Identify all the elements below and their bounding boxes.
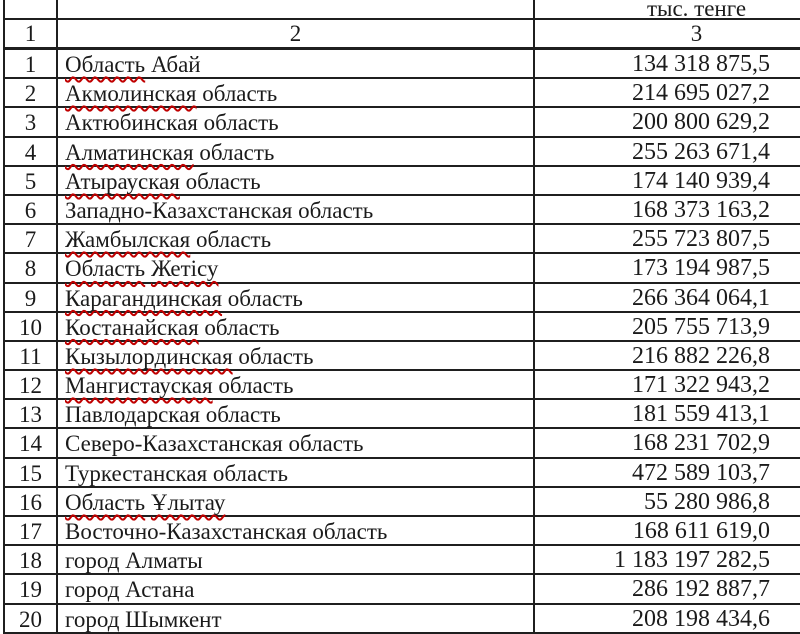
value-cell: 214 695 027,2	[535, 79, 800, 108]
word: Астана	[125, 577, 195, 603]
value-cell: 181 559 413,1	[535, 400, 800, 429]
word: область	[202, 81, 278, 107]
word: город	[65, 577, 120, 603]
row-number-cell: 18	[3, 546, 58, 575]
row-number-cell: 8	[3, 254, 58, 283]
word: область	[298, 197, 374, 223]
row-number-cell: 17	[3, 517, 58, 546]
value-cell: 286 192 887,7	[535, 575, 800, 604]
value-cell: 1 183 197 282,5	[535, 546, 800, 575]
region-name-cell	[58, 138, 535, 167]
region-name-cell	[58, 284, 535, 313]
row-number-cell: 3	[3, 108, 58, 137]
value-cell: 171 322 943,2	[535, 371, 800, 400]
region-name-cell	[58, 429, 535, 458]
region-name-cell	[58, 108, 535, 137]
value-cell: 205 755 713,9	[535, 313, 800, 342]
word: Павлодарская	[65, 402, 200, 428]
value-cell: 55 280 986,8	[535, 488, 800, 517]
word: Туркестанская	[65, 460, 208, 486]
value-cell: 168 611 619,0	[535, 517, 800, 546]
regions-table	[3, 0, 800, 634]
misspelled-word: Жамбылская	[65, 227, 191, 253]
word: Алматы	[125, 548, 203, 574]
word: область	[238, 343, 314, 369]
misspelled-word: Мангистауская	[65, 373, 213, 399]
value-cell: 266 364 064,1	[535, 284, 800, 313]
word: область	[205, 402, 281, 428]
region-name-cell	[58, 79, 535, 108]
misspelled-word: Жетісу	[150, 256, 219, 282]
word: область	[185, 168, 261, 194]
row-number-cell: 10	[3, 313, 58, 342]
word: Северо-Казахстанская	[65, 431, 283, 457]
misspelled-word: Костанайская	[65, 314, 199, 340]
misspelled-word: Кызылординская	[65, 343, 233, 369]
column-number-1: 1	[3, 20, 58, 50]
units-row-number-cell	[3, 0, 58, 20]
word: город	[65, 548, 120, 574]
region-name-cell	[58, 575, 535, 604]
value-cell: 168 231 702,9	[535, 429, 800, 458]
word: область	[288, 431, 364, 457]
region-name-cell	[58, 313, 535, 342]
misspelled-word: Ұлытау	[150, 489, 226, 515]
value-cell: 174 140 939,4	[535, 167, 800, 196]
word: Западно-Казахстанская	[65, 197, 293, 223]
word: область	[204, 314, 280, 340]
units-label	[535, 0, 800, 20]
row-number-cell: 7	[3, 225, 58, 254]
row-number-cell: 13	[3, 400, 58, 429]
misspelled-word: Область	[65, 52, 146, 77]
value-cell: 255 263 671,4	[535, 138, 800, 167]
units-label-text: тыс. тенге	[646, 0, 747, 21]
misspelled-word: Акмолинская	[65, 81, 197, 107]
word: Актюбинская	[65, 110, 198, 136]
misspelled-word: Карагандинская	[65, 285, 223, 311]
row-number-cell: 1	[3, 50, 58, 79]
row-number-cell: 6	[3, 196, 58, 225]
region-name-cell	[58, 50, 535, 79]
word: область	[199, 139, 275, 165]
value-cell: 472 589 103,7	[535, 459, 800, 488]
region-name-cell	[58, 459, 535, 488]
column-number-3: 3	[535, 20, 800, 50]
region-name-cell	[58, 167, 535, 196]
value-cell: 173 194 987,5	[535, 254, 800, 283]
value-cell: 216 882 226,8	[535, 342, 800, 371]
misspelled-word: Атырауская	[65, 168, 180, 194]
region-name-cell	[58, 546, 535, 575]
region-name-cell	[58, 517, 535, 546]
row-number-cell: 16	[3, 488, 58, 517]
word: область	[212, 460, 288, 486]
misspelled-word: Алматинская	[65, 139, 194, 165]
units-row-name-cell	[58, 0, 535, 20]
word: область	[312, 519, 388, 544]
word: область	[227, 285, 303, 311]
row-number-cell: 9	[3, 284, 58, 313]
row-number-cell: 19	[3, 575, 58, 604]
region-name-cell	[58, 371, 535, 400]
region-name-cell	[58, 254, 535, 283]
row-number-cell: 2	[3, 79, 58, 108]
word: область	[196, 227, 272, 253]
region-name-cell	[58, 605, 535, 634]
region-name-cell	[58, 342, 535, 371]
row-number-cell: 4	[3, 138, 58, 167]
region-name-cell	[58, 196, 535, 225]
word: область	[218, 373, 294, 399]
word: Шымкент	[125, 606, 222, 632]
word: город	[65, 606, 120, 632]
row-number-cell: 5	[3, 167, 58, 196]
value-cell: 208 198 434,6	[535, 605, 800, 634]
value-cell: 255 723 807,5	[535, 225, 800, 254]
value-cell: 200 800 629,2	[535, 108, 800, 137]
region-name-cell	[58, 488, 535, 517]
region-name-cell	[58, 225, 535, 254]
region-name-cell	[58, 400, 535, 429]
row-number-cell: 12	[3, 371, 58, 400]
word: Восточно-Казахстанская	[65, 519, 307, 544]
row-number-cell: 20	[3, 605, 58, 634]
row-number-cell: 15	[3, 459, 58, 488]
misspelled-word: Область	[65, 489, 146, 515]
word: область	[203, 110, 279, 136]
word: Абай	[150, 52, 201, 77]
value-cell: 168 373 163,2	[535, 196, 800, 225]
row-number-cell: 11	[3, 342, 58, 371]
column-number-2: 2	[58, 20, 535, 50]
value-cell: 134 318 875,5	[535, 50, 800, 79]
misspelled-word: Область	[65, 256, 146, 282]
row-number-cell: 14	[3, 429, 58, 458]
